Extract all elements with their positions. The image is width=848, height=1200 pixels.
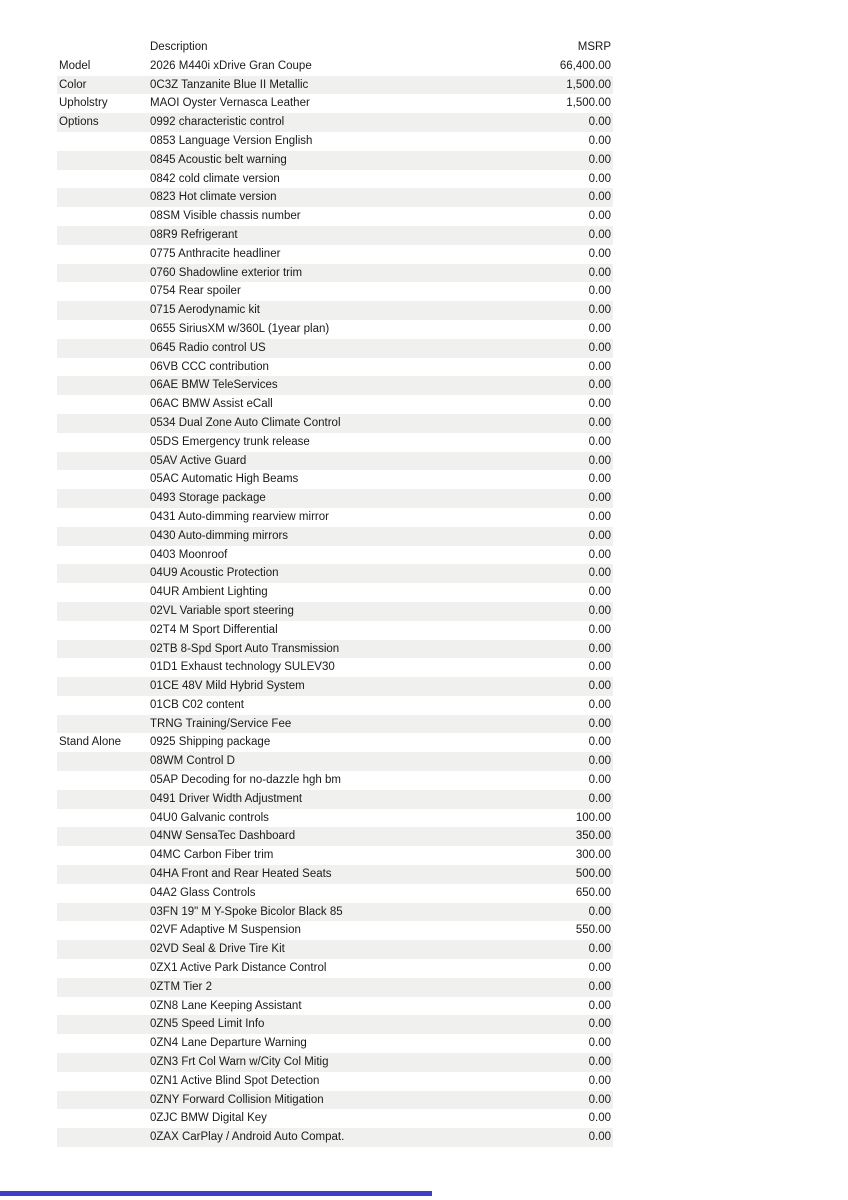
table-row	[57, 339, 613, 358]
category-cell	[57, 959, 148, 978]
description-cell: 01CE 48V Mild Hybrid System	[150, 680, 305, 693]
description-cell: 0430 Auto-dimming mirrors	[150, 529, 289, 542]
category-cell	[57, 282, 148, 301]
table-row	[57, 884, 613, 903]
msrp-cell: 0.00	[588, 172, 611, 185]
description-cell: 0403 Moonroof	[150, 548, 228, 561]
table-row	[57, 470, 613, 489]
msrp-cell: 0.00	[588, 1131, 611, 1144]
description-cell: 08R9 Refrigerant	[150, 228, 238, 241]
description-cell: 08WM Control D	[150, 755, 235, 768]
msrp-cell: 0.00	[588, 999, 611, 1012]
msrp-cell: 0.00	[588, 285, 611, 298]
msrp-cell: 0.00	[588, 247, 611, 260]
description-cell: 06VB CCC contribution	[150, 360, 269, 373]
category-cell	[57, 790, 148, 809]
description-cell: 0ZN3 Frt Col Warn w/City Col Mitig	[150, 1056, 329, 1069]
msrp-cell: 550.00	[575, 924, 611, 937]
table-row	[57, 452, 613, 471]
description-cell: 0ZX1 Active Park Distance Control	[150, 962, 327, 975]
msrp-cell: 0.00	[588, 623, 611, 636]
msrp-cell: 0.00	[588, 661, 611, 674]
category-cell	[57, 1091, 148, 1110]
table-row	[57, 245, 613, 264]
vehicle-price-sheet	[57, 38, 613, 1147]
table-row	[57, 358, 613, 377]
table-row	[57, 1072, 613, 1091]
description-cell: 02TB 8-Spd Sport Auto Transmission	[150, 642, 340, 655]
table-row	[57, 151, 613, 170]
category-cell	[57, 677, 148, 696]
description-cell: 02VD Seal & Drive Tire Kit	[150, 943, 285, 956]
msrp-cell: 0.00	[588, 548, 611, 561]
table-row	[57, 602, 613, 621]
category-cell	[57, 264, 148, 283]
category-cell	[57, 1053, 148, 1072]
category-cell	[57, 1109, 148, 1128]
msrp-cell: 0.00	[588, 153, 611, 166]
msrp-cell: 0.00	[588, 435, 611, 448]
table-row	[57, 282, 613, 301]
category-cell	[57, 827, 148, 846]
msrp-cell: 0.00	[588, 943, 611, 956]
description-cell: 0493 Storage package	[150, 492, 266, 505]
msrp-cell: 0.00	[588, 304, 611, 317]
msrp-cell: 1,500.00	[566, 78, 611, 91]
description-cell: 04NW SensaTec Dashboard	[150, 830, 296, 843]
msrp-cell: 0.00	[588, 1018, 611, 1031]
category-cell	[57, 320, 148, 339]
msrp-cell: 0.00	[588, 529, 611, 542]
table-body	[57, 57, 613, 1147]
category-cell	[57, 771, 148, 790]
msrp-cell: 0.00	[588, 1056, 611, 1069]
table-row	[57, 433, 613, 452]
msrp-cell: 0.00	[588, 1037, 611, 1050]
description-cell: 0655 SiriusXM w/360L (1year plan)	[150, 322, 330, 335]
description-cell: 0ZN5 Speed Limit Info	[150, 1018, 265, 1031]
category-cell	[57, 978, 148, 997]
table-row	[57, 414, 613, 433]
description-cell: 05AP Decoding for no-dazzle hgh bm	[150, 774, 341, 787]
category-cell: Stand Alone	[59, 736, 122, 749]
category-cell	[57, 752, 148, 771]
category-cell	[57, 564, 148, 583]
msrp-cell: 0.00	[588, 379, 611, 392]
category-cell	[57, 640, 148, 659]
category-cell	[57, 997, 148, 1016]
category-cell	[57, 132, 148, 151]
description-cell: 02VF Adaptive M Suspension	[150, 924, 301, 937]
category-cell	[57, 884, 148, 903]
table-row	[57, 546, 613, 565]
msrp-cell: 0.00	[588, 228, 611, 241]
category-cell: Model	[59, 59, 91, 72]
msrp-cell: 300.00	[575, 849, 611, 862]
description-cell: 05DS Emergency trunk release	[150, 435, 310, 448]
table-row	[57, 696, 613, 715]
description-cell: 0ZTM Tier 2	[150, 980, 212, 993]
category-cell	[57, 696, 148, 715]
category-cell	[57, 358, 148, 377]
table-header	[57, 38, 613, 57]
category-cell	[57, 865, 148, 884]
description-cell: 0C3Z Tanzanite Blue II Metallic	[150, 78, 309, 91]
msrp-cell: 0.00	[588, 1093, 611, 1106]
description-cell: 04UR Ambient Lighting	[150, 586, 268, 599]
table-row	[57, 621, 613, 640]
description-cell: 0754 Rear spoiler	[150, 285, 241, 298]
description-cell: 0823 Hot climate version	[150, 191, 277, 204]
msrp-column-header: MSRP	[577, 41, 611, 53]
msrp-cell: 0.00	[588, 134, 611, 147]
table-row	[57, 188, 613, 207]
category-cell: Upholstry	[59, 97, 108, 110]
category-cell	[57, 188, 148, 207]
description-cell: 0ZN8 Lane Keeping Assistant	[150, 999, 302, 1012]
description-cell: 04U0 Galvanic controls	[150, 811, 269, 824]
msrp-cell: 0.00	[588, 755, 611, 768]
msrp-cell: 0.00	[588, 1074, 611, 1087]
description-cell: 0431 Auto-dimming rearview mirror	[150, 510, 329, 523]
table-row	[57, 376, 613, 395]
description-cell: 0845 Acoustic belt warning	[150, 153, 287, 166]
msrp-cell: 0.00	[588, 191, 611, 204]
table-row	[57, 76, 613, 95]
msrp-cell: 0.00	[588, 604, 611, 617]
msrp-cell: 0.00	[588, 1112, 611, 1125]
table-row	[57, 395, 613, 414]
description-cell: 0925 Shipping package	[150, 736, 271, 749]
category-cell	[57, 715, 148, 734]
table-row	[57, 489, 613, 508]
description-cell: 04A2 Glass Controls	[150, 886, 256, 899]
table-row	[57, 809, 613, 828]
category-column-header	[57, 38, 148, 57]
msrp-cell: 0.00	[588, 586, 611, 599]
description-cell: 0ZJC BMW Digital Key	[150, 1112, 267, 1125]
description-cell: 2026 M440i xDrive Gran Coupe	[150, 59, 312, 72]
table-row	[57, 940, 613, 959]
msrp-cell: 0.00	[588, 905, 611, 918]
msrp-cell: 0.00	[588, 680, 611, 693]
msrp-cell: 0.00	[588, 717, 611, 730]
table-row	[57, 658, 613, 677]
table-row	[57, 264, 613, 283]
category-cell	[57, 1034, 148, 1053]
table-row	[57, 320, 613, 339]
table-row	[57, 57, 613, 76]
table-row	[57, 508, 613, 527]
description-cell: 06AC BMW Assist eCall	[150, 398, 273, 411]
description-cell: 04U9 Acoustic Protection	[150, 567, 279, 580]
category-cell	[57, 226, 148, 245]
category-cell	[57, 1128, 148, 1147]
msrp-cell: 650.00	[575, 886, 611, 899]
msrp-cell: 0.00	[588, 210, 611, 223]
category-cell	[57, 1072, 148, 1091]
table-row	[57, 113, 613, 132]
category-cell	[57, 809, 148, 828]
table-row	[57, 959, 613, 978]
table-row	[57, 132, 613, 151]
msrp-cell: 0.00	[588, 416, 611, 429]
msrp-cell: 0.00	[588, 567, 611, 580]
table-row	[57, 94, 613, 113]
table-row	[57, 207, 613, 226]
description-cell: 0534 Dual Zone Auto Climate Control	[150, 416, 341, 429]
description-cell: 02VL Variable sport steering	[150, 604, 294, 617]
description-cell: 06AE BMW TeleServices	[150, 379, 278, 392]
msrp-cell: 0.00	[588, 980, 611, 993]
category-cell	[57, 470, 148, 489]
msrp-cell: 0.00	[588, 962, 611, 975]
msrp-cell: 0.00	[588, 698, 611, 711]
table-row	[57, 1109, 613, 1128]
table-row	[57, 1015, 613, 1034]
table-row	[57, 752, 613, 771]
msrp-cell: 0.00	[588, 736, 611, 749]
table-row	[57, 583, 613, 602]
table-row	[57, 865, 613, 884]
category-cell	[57, 658, 148, 677]
table-row	[57, 564, 613, 583]
category-cell: Options	[59, 116, 99, 129]
category-cell	[57, 207, 148, 226]
description-cell: 0491 Driver Width Adjustment	[150, 792, 303, 805]
description-cell: TRNG Training/Service Fee	[150, 717, 292, 730]
msrp-cell: 350.00	[575, 830, 611, 843]
table-row	[57, 1053, 613, 1072]
table-row	[57, 790, 613, 809]
category-cell	[57, 903, 148, 922]
msrp-cell: 0.00	[588, 341, 611, 354]
description-cell: 0715 Aerodynamic kit	[150, 304, 260, 317]
description-cell: 01D1 Exhaust technology SULEV30	[150, 661, 335, 674]
category-cell	[57, 489, 148, 508]
description-cell: 0853 Language Version English	[150, 134, 313, 147]
msrp-cell: 1,500.00	[566, 97, 611, 110]
category-cell	[57, 546, 148, 565]
price-table	[57, 38, 613, 1147]
description-cell: 04HA Front and Rear Heated Seats	[150, 868, 332, 881]
table-row	[57, 1128, 613, 1147]
table-row	[57, 733, 613, 752]
description-cell: 0ZAX CarPlay / Android Auto Compat.	[150, 1131, 345, 1144]
description-cell: 0ZNY Forward Collision Mitigation	[150, 1093, 324, 1106]
category-cell	[57, 583, 148, 602]
description-cell: 0ZN1 Active Blind Spot Detection	[150, 1074, 320, 1087]
description-cell: 0645 Radio control US	[150, 341, 266, 354]
category-cell	[57, 414, 148, 433]
description-column-header: Description	[150, 41, 208, 53]
category-cell	[57, 151, 148, 170]
description-cell: 05AV Active Guard	[150, 454, 247, 467]
category-cell	[57, 846, 148, 865]
msrp-cell: 0.00	[588, 510, 611, 523]
table-row	[57, 640, 613, 659]
table-row	[57, 527, 613, 546]
table-row	[57, 997, 613, 1016]
table-row	[57, 226, 613, 245]
category-cell	[57, 301, 148, 320]
description-cell: 02T4 M Sport Differential	[150, 623, 278, 636]
description-cell: 0ZN4 Lane Departure Warning	[150, 1037, 307, 1050]
msrp-cell: 0.00	[588, 116, 611, 129]
bottom-accent-bar	[0, 1191, 432, 1196]
table-row	[57, 771, 613, 790]
category-cell	[57, 508, 148, 527]
category-cell	[57, 170, 148, 189]
description-cell: 0842 cold climate version	[150, 172, 280, 185]
category-cell	[57, 921, 148, 940]
table-row	[57, 978, 613, 997]
category-cell	[57, 527, 148, 546]
table-row	[57, 903, 613, 922]
description-cell: 0775 Anthracite headliner	[150, 247, 281, 260]
header-row	[57, 38, 613, 57]
description-cell: 03FN 19" M Y-Spoke Bicolor Black 85	[150, 905, 343, 918]
msrp-cell: 66,400.00	[559, 59, 611, 72]
table-row	[57, 1034, 613, 1053]
msrp-cell: 0.00	[588, 774, 611, 787]
msrp-cell: 100.00	[575, 811, 611, 824]
msrp-cell: 0.00	[588, 266, 611, 279]
category-cell	[57, 452, 148, 471]
category-cell	[57, 1015, 148, 1034]
category-cell	[57, 621, 148, 640]
table-row	[57, 921, 613, 940]
msrp-cell: 0.00	[588, 492, 611, 505]
description-cell: MAOI Oyster Vernasca Leather	[150, 97, 310, 110]
category-cell: Color	[59, 78, 87, 91]
table-row	[57, 715, 613, 734]
description-cell: 08SM Visible chassis number	[150, 210, 301, 223]
table-row	[57, 677, 613, 696]
description-cell: 05AC Automatic High Beams	[150, 473, 299, 486]
table-row	[57, 827, 613, 846]
table-row	[57, 170, 613, 189]
category-cell	[57, 245, 148, 264]
msrp-cell: 0.00	[588, 322, 611, 335]
table-row	[57, 1091, 613, 1110]
table-row	[57, 846, 613, 865]
msrp-cell: 0.00	[588, 642, 611, 655]
description-cell: 0760 Shadowline exterior trim	[150, 266, 303, 279]
category-cell	[57, 339, 148, 358]
description-cell: 04MC Carbon Fiber trim	[150, 849, 274, 862]
category-cell	[57, 395, 148, 414]
msrp-cell: 500.00	[575, 868, 611, 881]
msrp-cell: 0.00	[588, 360, 611, 373]
msrp-cell: 0.00	[588, 398, 611, 411]
table-row	[57, 301, 613, 320]
msrp-cell: 0.00	[588, 792, 611, 805]
category-cell	[57, 376, 148, 395]
msrp-cell: 0.00	[588, 473, 611, 486]
category-cell	[57, 602, 148, 621]
category-cell	[57, 433, 148, 452]
category-cell	[57, 940, 148, 959]
description-cell: 0992 characteristic control	[150, 116, 285, 129]
description-cell: 01CB C02 content	[150, 698, 244, 711]
msrp-cell: 0.00	[588, 454, 611, 467]
